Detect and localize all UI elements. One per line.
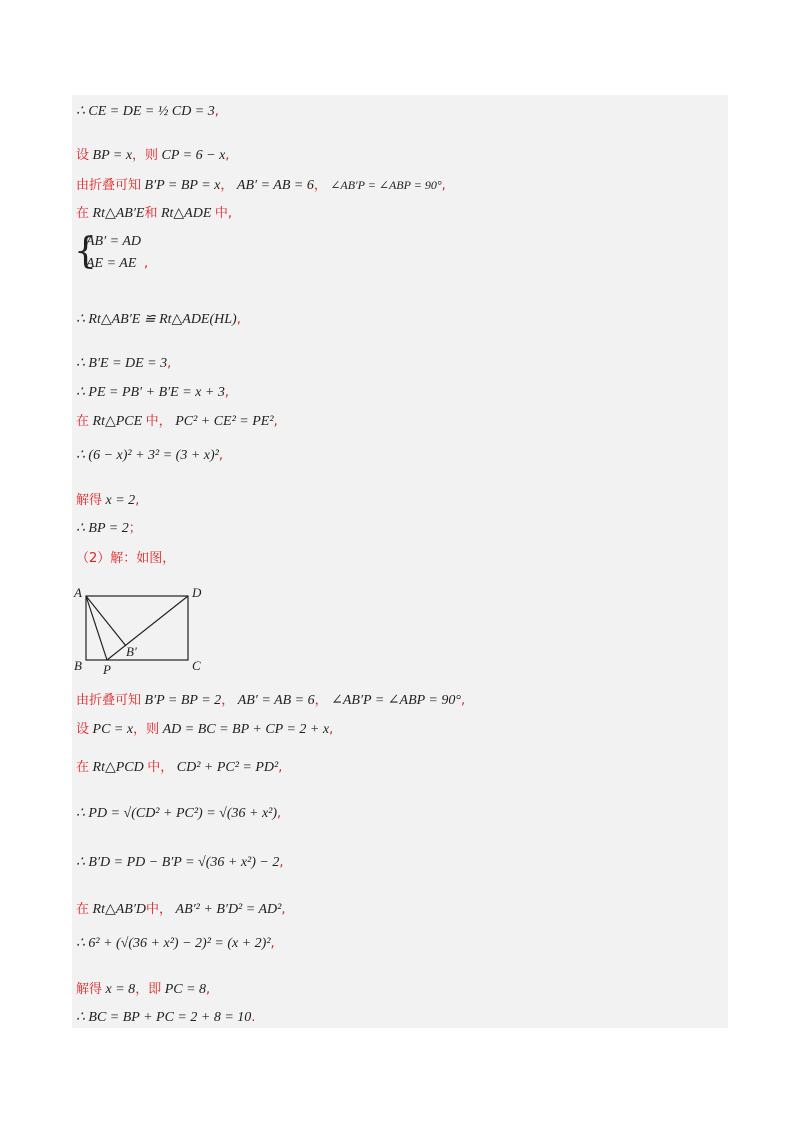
text-cn: 在 xyxy=(76,206,90,221)
punctuation: , xyxy=(224,385,229,400)
math-expression: x = 8 xyxy=(105,982,136,997)
solution-line-6 xyxy=(76,312,241,328)
punctuation: , xyxy=(281,902,286,917)
text-cn: 在 xyxy=(76,414,90,429)
solution-line-16 xyxy=(76,760,282,776)
solution-line-20 xyxy=(76,936,275,952)
math-expression: ∴ B′D = PD − B′P = √(36 + x²) − 2 xyxy=(76,855,280,870)
text-cn: 设 xyxy=(76,148,90,163)
text-cn: 在 xyxy=(76,902,90,917)
text-cn: 设 xyxy=(76,722,90,737)
punctuation: , xyxy=(329,722,334,737)
math-expression: Rt△AB′E xyxy=(92,206,145,221)
math-expression: ∴ Rt△AB′E ≌ Rt△ADE(HL) xyxy=(76,312,237,327)
math-expression: Rt△PCE xyxy=(92,414,143,429)
math-expression: ∴ PE = PB′ + B′E = x + 3 xyxy=(76,385,225,400)
solution-line-10 xyxy=(76,448,223,464)
label-a: A xyxy=(74,585,82,600)
text-cn: 中 xyxy=(214,206,228,221)
part-2-heading xyxy=(76,551,175,567)
text-cn: 中， xyxy=(147,760,174,775)
geometry-figure xyxy=(72,584,212,676)
segment-ab-prime xyxy=(86,596,126,646)
math-expression: ∴ 6² + (√(36 + x²) − 2)² = (x + 2)² xyxy=(76,936,271,951)
punctuation: , xyxy=(277,806,282,821)
punctuation: , xyxy=(441,178,446,193)
math-expression: x = 2 xyxy=(105,493,136,508)
text-cn: 解得 xyxy=(76,982,103,997)
math-expression: PC = 8 xyxy=(164,982,207,997)
punctuation: . xyxy=(251,1010,256,1025)
math-expression: ∴ (6 − x)² + 3² = (3 + x)² xyxy=(76,448,219,463)
punctuation: , xyxy=(460,693,466,708)
label-p: P xyxy=(103,662,111,676)
text-cn: ，即 xyxy=(135,982,162,997)
brace-icon: { xyxy=(74,231,97,272)
math-expression: PC = x xyxy=(92,722,134,737)
text-cn: （2）解：如图， xyxy=(76,551,176,566)
solution-line-8 xyxy=(76,385,229,401)
solution-line-11 xyxy=(76,493,139,509)
math-expression: PC² + CE² = PE² xyxy=(175,414,274,429)
punctuation: , xyxy=(144,256,149,271)
solution-line-9 xyxy=(76,414,278,430)
punctuation: , xyxy=(279,855,284,870)
punctuation: , xyxy=(236,312,241,327)
math-expression: AB′ = AB = 6 xyxy=(237,693,315,708)
math-expression: ∴ BP = 2 xyxy=(76,521,129,536)
solution-line-3 xyxy=(76,177,446,194)
label-b-prime: B′ xyxy=(126,644,137,659)
punctuation: , xyxy=(270,936,275,951)
math-expression: ∠AB′P = ∠ABP = 90° xyxy=(331,693,461,708)
rectangle-abcd xyxy=(86,596,188,660)
punctuation: ， xyxy=(314,693,328,708)
segment-ap xyxy=(86,596,107,660)
text-cn: 由折叠可知 xyxy=(76,693,142,708)
math-expression: B′P = BP = x xyxy=(144,178,221,193)
punctuation: ， xyxy=(221,693,235,708)
math-expression: Rt△PCD xyxy=(92,760,144,775)
math-expression: ∴ CE = DE = ½ CD = 3 xyxy=(76,104,215,119)
punctuation: , xyxy=(135,493,140,508)
punctuation: , xyxy=(214,104,219,119)
label-c: C xyxy=(192,658,201,673)
math-expression: AB′ = AB = 6 xyxy=(236,178,314,193)
text-cn: 在 xyxy=(76,760,90,775)
solution-line-12 xyxy=(76,521,142,537)
punctuation: , xyxy=(227,206,233,221)
text-cn: 解得 xyxy=(76,493,103,508)
solution-line-14 xyxy=(76,693,465,709)
text-cn: 和 xyxy=(144,206,158,221)
math-expression: CD² + PC² = PD² xyxy=(176,760,279,775)
math-expression: ∠AB′P = ∠ABP = 90° xyxy=(330,178,442,192)
label-d: D xyxy=(192,585,202,600)
solution-line-18 xyxy=(76,855,284,871)
math-expression: ∴ B′E = DE = 3 xyxy=(76,356,168,371)
punctuation: , xyxy=(278,760,283,775)
punctuation: , xyxy=(218,448,224,463)
solution-line-4 xyxy=(76,206,232,222)
punctuation: , xyxy=(206,982,211,997)
solution-line-22 xyxy=(76,1010,255,1026)
math-expression: Rt△AB′D xyxy=(92,902,146,917)
punctuation: ， xyxy=(220,178,234,193)
solution-line-7 xyxy=(76,356,171,372)
math-expression: AD = BC = BP + CP = 2 + x xyxy=(162,722,330,737)
solution-line-1 xyxy=(76,104,219,120)
text-cn: 由折叠可知 xyxy=(76,178,142,193)
math-expression: ∴ BC = BP + PC = 2 + 8 = 10 xyxy=(76,1010,252,1025)
label-b: B xyxy=(74,658,82,673)
math-expression: ∴ PD = √(CD² + PC²) = √(36 + x²) xyxy=(76,806,278,821)
segment-pd xyxy=(107,596,188,660)
punctuation: , xyxy=(225,148,230,163)
math-expression: CP = 6 − x xyxy=(161,148,226,163)
math-expression: B′P = BP = 2 xyxy=(144,693,222,708)
math-expression: AE = AE xyxy=(86,256,137,271)
math-expression: Rt△ADE xyxy=(160,206,212,221)
math-expression: AB′ = AD xyxy=(86,234,142,249)
solution-line-19 xyxy=(76,902,285,918)
punctuation: , xyxy=(167,356,172,371)
solution-line-15 xyxy=(76,722,333,738)
text-cn: 中， xyxy=(146,902,173,917)
solution-line-21 xyxy=(76,982,210,998)
punctuation: ， xyxy=(313,178,327,193)
text-cn: ，则 xyxy=(133,722,160,737)
math-expression: BP = x xyxy=(92,148,133,163)
text-cn: ，则 xyxy=(132,148,159,163)
solution-line-2 xyxy=(76,148,229,164)
math-expression: AB′² + B′D² = AD² xyxy=(175,902,282,917)
punctuation: ； xyxy=(128,521,142,536)
punctuation: , xyxy=(273,414,278,429)
solution-line-17 xyxy=(76,806,281,822)
text-cn: 中， xyxy=(145,414,172,429)
